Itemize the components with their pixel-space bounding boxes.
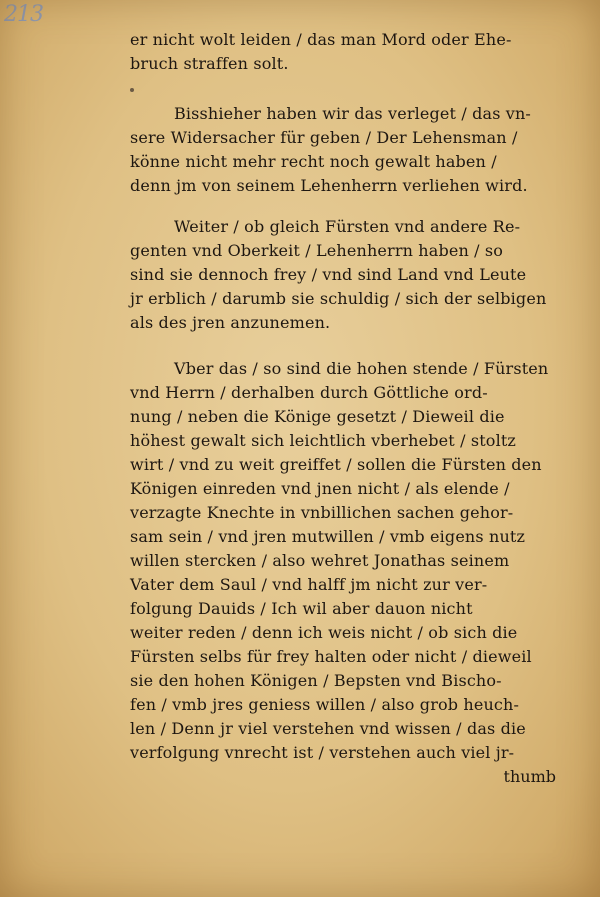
paragraph-4	[130, 357, 570, 765]
text-line: len / Denn jr viel verstehen vnd wissen / das die	[130, 719, 526, 738]
text-line: verfolgung vnrecht ist / verstehen auch viel jr-	[130, 743, 515, 762]
text-line: sam sein / vnd jren mutwillen / vmb eigens nutz	[130, 527, 526, 546]
paragraph-3	[130, 215, 570, 335]
text-line: Weiter / ob gleich Fürsten vnd andere Re-	[174, 217, 521, 236]
text-line: höhest gewalt sich leichtlich vberhebet / stoltz	[130, 431, 517, 450]
text-line: verzagte Knechte in vnbillichen sachen gehor-	[130, 503, 514, 522]
text-line: sere Widersacher für geben / Der Lehensman /	[130, 128, 518, 147]
text-line: jr erblich / darumb sie schuldig / sich der selbigen	[130, 289, 547, 308]
paragraph-1	[130, 28, 570, 76]
text-line: sie den hohen Königen / Bepsten vnd Bischo-	[130, 671, 502, 690]
text-line: nung / neben die Könige gesetzt / Dieweil die	[130, 407, 505, 426]
text-line: genten vnd Oberkeit / Lehenherrn haben / so	[130, 241, 504, 260]
text-line: denn jm von seinem Lehenherrn verliehen wird.	[130, 176, 528, 195]
text-line: er nicht wolt leiden / das man Mord oder Ehe-	[130, 30, 512, 49]
text-line: sind sie dennoch frey / vnd sind Land vnd Leute	[130, 265, 527, 284]
text-line: vnd Herrn / derhalben durch Göttliche ord-	[130, 383, 488, 402]
text-line: Vber das / so sind die hohen stende / Fürsten	[174, 359, 549, 378]
paragraph-2	[130, 102, 570, 198]
text-line: bruch straffen solt.	[130, 54, 289, 73]
text-line: folgung Dauids / Ich wil aber dauon nicht	[130, 599, 473, 618]
text-line: Fürsten selbs für frey halten oder nicht / dieweil	[130, 647, 532, 666]
text-line: Königen einreden vnd jnen nicht / als elende /	[130, 479, 510, 498]
text-line: Vater dem Saul / vnd halff jm nicht zur ver-	[130, 575, 488, 594]
text-line: wirt / vnd zu weit greiffet / sollen die Fürsten den	[130, 455, 542, 474]
text-line: könne nicht mehr recht noch gewalt haben /	[130, 152, 497, 171]
text-line: willen stercken / also wehret Jonathas seinem	[130, 551, 510, 570]
text-line: weiter reden / denn ich weis nicht / ob sich die	[130, 623, 518, 642]
text-line: Bisshieher haben wir das verleget / das vn-	[174, 104, 531, 123]
catchword: thumb	[503, 767, 556, 786]
text-line: als des jren anzunemen.	[130, 313, 331, 332]
text-line: fen / vmb jres geniess willen / also grob heuch-	[130, 695, 520, 714]
folio-number: 213	[4, 2, 43, 27]
text-block	[130, 28, 570, 789]
